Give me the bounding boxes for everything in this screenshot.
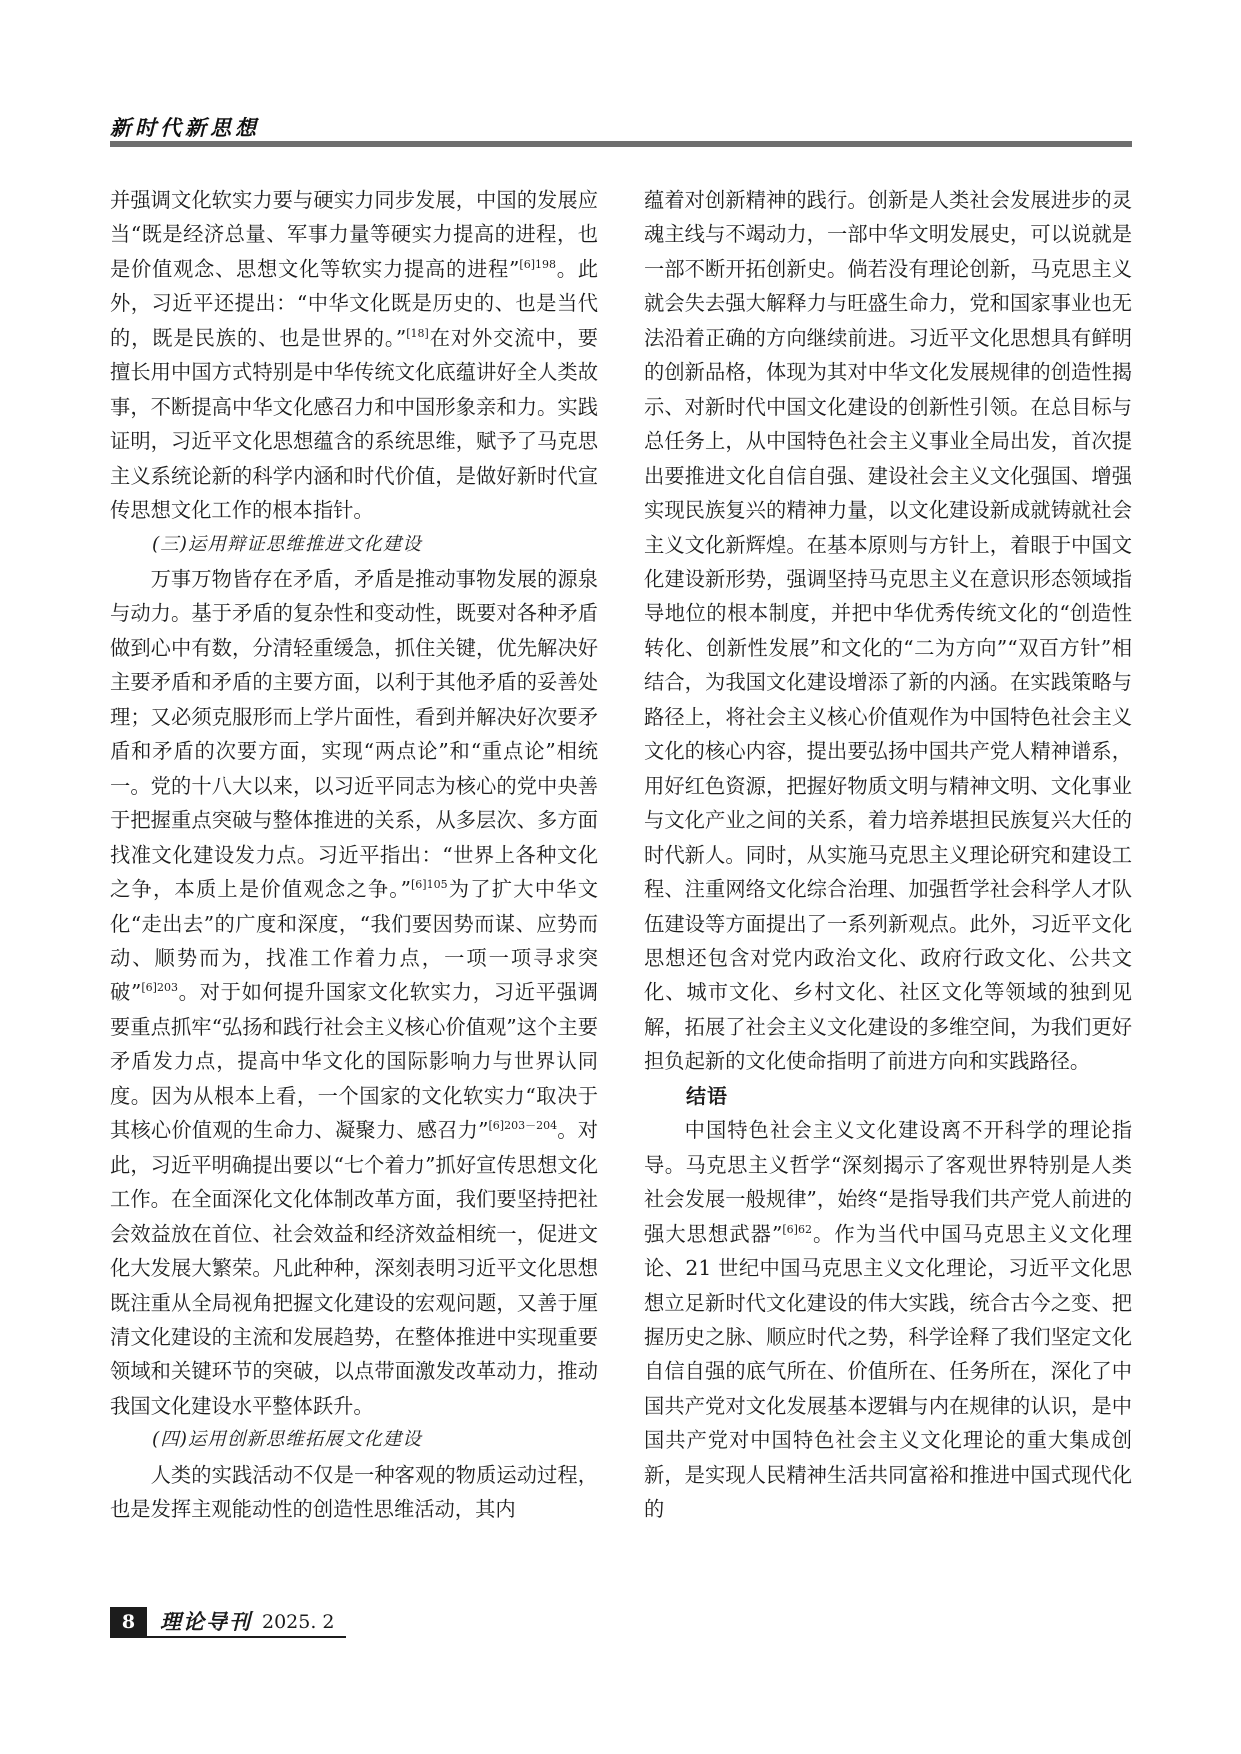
paragraph-text: 中国特色社会主义文化建设离不开科学的理论指导。马克思主义哲学“深刻揭示了客观世界特别是人类社会发展一般规律”，始终“是指导我们共产党人前进的强大思想武器” <box>644 1118 1132 1246</box>
section-heading: (三)运用辩证思维推进文化建设 <box>152 533 422 555</box>
header-divider <box>110 141 1132 147</box>
citation: [6]203 <box>141 981 178 995</box>
paragraph: 人类的实践活动不仅是一种客观的物质运动过程，也是发挥主观能动性的创造性思维活动，其内 <box>110 1462 598 1522</box>
citation: [18] <box>406 327 429 341</box>
right-column <box>644 183 1132 1527</box>
issue-number: 2025. 2 <box>262 1611 335 1633</box>
section-heading: (四)运用创新思维拓展文化建设 <box>152 1429 422 1451</box>
paragraph <box>110 183 598 528</box>
citation: [6]105 <box>411 878 448 892</box>
paragraph-text: 为了扩大中华文化“走出去”的广度和深度，“我们要因势而谋、应势而动、顺势而为，找准工作着力点，一项一项寻求突破” <box>110 877 598 1005</box>
paragraph-text: 。对此，习近平明确提出要以“七个着力”抓好宣传思想文化工作。在全面深化文化体制改革方面，我们要坚持把社会效益放在首位、社会效益和经济效益相统一，促进文化大发展大繁荣。凡此种种，深刻表明习近平文化思想既注重从全局视角把握文化建设的宏观问题，又善于厘清文化建设的主流和发展趋势，在整体推进中实现重要领域和关键环节的突破，以点带面激发改革动力，推动我国文化建设水平整体跃升。 <box>110 1118 598 1418</box>
paragraph <box>110 562 598 1423</box>
paragraph-text: 。此外，习近平还提出：“中华文化既是历史的、也是当代的，既是民族的、也是世界的。” <box>110 256 598 350</box>
paragraph-text: 。作为当代中国马克思主义文化理论、21 世纪中国马克思主义文化理论，习近平文化思想立足新时代文化建设的伟大实践，统合古今之变、把握历史之脉、顺应时代之势，科学诠释了我们坚定文化自信自强的底气所在、价值所在、任务所在，深化了中国共产党对文化发展基本逻辑与内在规律的认识，是中国共产党对中国特色社会主义文化理论的重大集成创新，是实现人民精神生活共同富裕和推进中国式现代化的 <box>644 1221 1132 1522</box>
paragraph <box>644 1113 1132 1526</box>
paragraph-text: 在对外交流中，要擅长用中国方式特别是中华传统文化底蕴讲好全人类故事，不断提高中华文化感召力和中国形象亲和力。实践证明，习近平文化思想蕴含的系统思维，赋予了马克思主义系统论新的科学内涵和时代价值，是做好新时代宣传思想文化工作的根本指针。 <box>110 325 598 523</box>
citation: [6]198 <box>519 258 556 272</box>
paragraph-text: 万事万物皆存在矛盾，矛盾是推动事物发展的源泉与动力。基于矛盾的复杂性和变动性，既要对各种矛盾做到心中有数，分清轻重缓急，抓住关键，优先解决好主要矛盾和矛盾的主要方面，以利于其他矛盾的妥善处理；又必须克服形而上学片面性，看到并解决好次要矛盾和矛盾的次要方面，实现“两点论”和“重点论”相统一。党的十八大以来，以习近平同志为核心的党中央善于把握重点突破与整体推进的关系，从多层次、多方面找准文化建设发力点。习近平指出：“世界上各种文化之争，本质上是价值观念之争。” <box>110 566 598 902</box>
citation: [6]62 <box>782 1222 812 1236</box>
citation: [6]203－204 <box>488 1119 558 1133</box>
conclusion-heading: 结语 <box>686 1083 728 1108</box>
paragraph: 蕴着对创新精神的践行。创新是人类社会发展进步的灵魂主线与不竭动力，一部中华文明发展史，可以说就是一部不断开拓创新史。倘若没有理论创新，马克思主义就会失去强大解释力与旺盛生命力，党和国家事业也无法沿着正确的方向继续前进。习近平文化思想具有鲜明的创新品格，体现为其对中华文化发展规律的创造性揭示、对新时代中国文化建设的创新性引领。在总目标与总任务上，从中国特色社会主义事业全局出发，首次提出要推进文化自信自强、建设社会主义文化强国、增强实现民族复兴的精神力量，以文化建设新成就铸就社会主义文化新辉煌。在基本原则与方针上，着眼于中国文化建设新形势，强调坚持马克思主义在意识形态领域指导地位的根本制度，并把中华优秀传统文化的“创造性转化、创新性发展”和文化的“二为方向”“双百方针”相结合，为我国文化建设增添了新的内涵。在实践策略与路径上，将社会主义核心价值观作为中国特色社会主义文化的核心内容，提出要弘扬中国共产党人精神谱系，用好红色资源，把握好物质文明与精神文明、文化事业与文化产业之间的关系，着力培养堪担民族复兴大任的时代新人。同时，从实施马克思主义理论研究和建设工程、注重网络文化综合治理、加强哲学社会科学人才队伍建设等方面提出了一系列新观点。此外，习近平文化思想还包含对党内政治文化、政府行政文化、公共文化、城市文化、乡村文化、社区文化等领域的独到见解，拓展了社会主义文化建设的多维空间，为我们更好担负起新的文化使命指明了前进方向和实践路径。 <box>644 188 1132 1074</box>
paragraph-text: 并强调文化软实力要与硬实力同步发展，中国的发展应当“既是经济总量、军事力量等硬实力提高的进程，也是价值观念、思想文化等软实力提高的进程” <box>110 188 598 281</box>
footer-divider <box>110 1636 346 1638</box>
paragraph-text: 。对于如何提升国家文化软实力，习近平强调要重点抓牢“弘扬和践行社会主义核心价值观”这个主要矛盾发力点，提高中华文化的国际影响力与世界认同度。因为从根本上看，一个国家的文化软实力“取决于其核心价值观的生命力、凝聚力、感召力” <box>110 980 598 1143</box>
section-title: 新时代新思想 <box>110 115 260 140</box>
journal-name: 理论导刊 <box>160 1609 252 1634</box>
page-number: 8 <box>110 1607 147 1637</box>
page-footer <box>110 1607 346 1637</box>
left-column <box>110 183 598 1527</box>
